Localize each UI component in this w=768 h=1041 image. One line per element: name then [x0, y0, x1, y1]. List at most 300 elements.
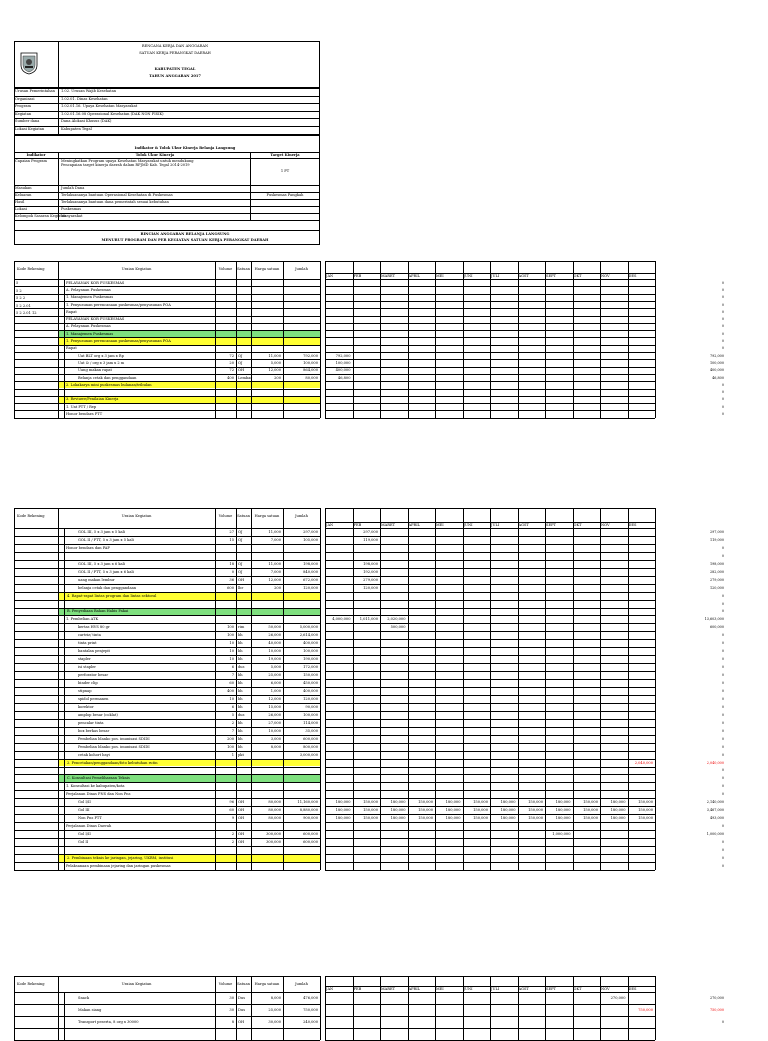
divider — [490, 316, 491, 418]
divider — [320, 508, 321, 870]
row-month-value: 150,000 — [528, 816, 543, 821]
row-satuan: bh — [238, 728, 243, 733]
row-satuan: OJ — [238, 529, 243, 534]
divider — [14, 508, 320, 509]
indikator-title: Indikator & Tolok Ukur Kinerja Belanja Langsung — [134, 146, 236, 150]
divider — [14, 639, 320, 640]
side-zero: 0 — [721, 728, 724, 733]
side-zero: 0 — [721, 287, 724, 292]
side-zero: 0 — [721, 280, 724, 285]
divider — [14, 316, 15, 418]
row-month-value: 150,000 — [583, 816, 598, 821]
row-month-dec: 2,040,000 — [634, 760, 653, 765]
kode-rekening: 5 2 2.01 — [16, 303, 31, 308]
divider — [14, 552, 320, 553]
row-volume: 100 — [227, 744, 234, 749]
side-zero: 0 — [721, 696, 724, 701]
header-volume: Volume — [218, 514, 233, 518]
row-uraian: A. Pelayanan Puskesmas — [66, 287, 111, 292]
divider — [600, 976, 601, 1040]
row-uraian: isi stapler — [78, 665, 97, 670]
row-harga: 12,000 — [268, 577, 281, 582]
divider — [628, 261, 629, 316]
divider — [435, 261, 436, 316]
side-zero: 0 — [721, 397, 724, 402]
side-total: 600,000 — [709, 625, 724, 630]
side-zero: 0 — [721, 390, 724, 395]
divider — [58, 41, 59, 88]
info-label: Urusan Pemerintahan — [15, 89, 55, 93]
row-uraian: cetak kohort bayi — [78, 752, 110, 757]
divider — [14, 822, 320, 823]
row-uraian: A. Pelayanan Puskesmas — [66, 324, 111, 329]
side-total: 3,467,000 — [706, 808, 724, 813]
row-jumlah: 800,000 — [303, 744, 318, 749]
row-uraian: Rapat — [66, 346, 77, 351]
row-harga: 26,000 — [268, 712, 281, 717]
divider — [64, 279, 65, 316]
row-volume: 7 — [231, 673, 234, 678]
divider — [251, 261, 252, 316]
divider — [545, 316, 546, 418]
header-month: JAN — [326, 987, 334, 991]
info-label: Organisasi — [15, 96, 35, 101]
side-zero: 0 — [721, 768, 724, 773]
row-uraian: Snack — [78, 996, 90, 1000]
row-volume: 10 — [229, 657, 234, 662]
divider — [14, 1004, 320, 1005]
row-volume: 2 — [231, 832, 234, 837]
row-month-value: 150,000 — [638, 800, 653, 805]
divider — [435, 976, 436, 1040]
row-harga: 7,000 — [270, 537, 281, 542]
divider — [325, 261, 326, 316]
header-month: MARET — [381, 987, 396, 991]
divider — [14, 323, 320, 324]
row-uraian: 1. Manajemen Puskesmas — [66, 295, 114, 300]
divider — [14, 508, 15, 870]
row-satuan: bh — [238, 633, 243, 638]
divider — [14, 308, 320, 309]
indikator-tolok: Terlaksananya bantuan Operasional Kesehatan di Puskesmas — [61, 193, 173, 197]
row-jumlah: 5,000,000 — [299, 625, 318, 630]
divider — [14, 782, 320, 783]
row-jumlah: 750,000 — [303, 1008, 318, 1012]
row-uraian: 1. Penyusunan perencanaan puskesmas/penyusunan POA — [66, 339, 171, 344]
header-month: JAN — [326, 274, 334, 278]
row-uraian: Honor bendara dan PAP — [66, 545, 110, 550]
divider — [655, 976, 656, 1040]
divider — [14, 389, 320, 390]
info-label: Kegiatan — [15, 111, 32, 116]
row-month-value: 150,000 — [583, 808, 598, 813]
divider — [14, 687, 320, 688]
divider — [14, 118, 320, 119]
row-month-feb: 1,011,000 — [359, 617, 378, 622]
indikator-label: Masukan — [15, 186, 32, 190]
header-month: FEB — [353, 523, 362, 527]
divider — [58, 152, 59, 220]
divider — [64, 528, 65, 870]
side-zero: 0 — [721, 601, 724, 606]
row-month-value: 180,000 — [335, 800, 351, 805]
row-uraian: 1. Pembelian ATK — [66, 617, 99, 622]
row-uraian: 4. Rapat-rapat lintas program dan lintas sektoral — [67, 593, 157, 598]
row-satuan: OH — [238, 816, 245, 821]
side-zero: 0 — [721, 704, 724, 709]
header-month: FEB — [353, 274, 362, 278]
divider — [573, 316, 574, 418]
row-jumlah: 190,000 — [303, 657, 318, 662]
side-zero: 0 — [721, 593, 724, 598]
divider — [518, 316, 519, 418]
info-label: Program — [15, 104, 31, 109]
row-harga: 19,000 — [268, 657, 281, 662]
divider — [380, 316, 381, 418]
row-uraian: Transport peserta, 8 org x 30000 — [78, 1020, 139, 1024]
divider — [14, 1028, 320, 1029]
divider — [14, 976, 320, 977]
row-month-feb: 192,000 — [363, 569, 378, 574]
row-month-value: 180,000 — [445, 808, 461, 813]
row-month-value: 150,000 — [528, 808, 543, 813]
row-volume: 600 — [227, 585, 234, 590]
side-zero: 0 — [721, 784, 724, 789]
info-value: 1.02.01.16.08 Operasional Kesehatan (DAK NON FISIK) — [61, 111, 164, 116]
divider — [14, 798, 320, 799]
row-month-value: 150,000 — [473, 800, 488, 805]
divider — [518, 261, 519, 316]
row-harga: 11,000 — [268, 529, 281, 534]
header-month: DES — [628, 987, 637, 991]
row-month-value: 150,000 — [418, 808, 433, 813]
divider — [64, 316, 65, 418]
divider — [14, 410, 320, 411]
header-month: DES — [628, 274, 637, 278]
side-total: 1,000,000 — [706, 832, 724, 837]
divider — [14, 759, 320, 760]
row-harga: 1,000 — [270, 688, 281, 693]
divider — [14, 854, 320, 855]
row-uraian: Gol III — [78, 808, 90, 813]
divider — [14, 870, 320, 871]
side-zero: 0 — [721, 641, 724, 646]
row-satuan: OH — [238, 832, 245, 837]
row-satuan: OJ — [238, 537, 243, 542]
side-zero: 0 — [721, 302, 724, 307]
row-uraian: Gol I/II — [78, 832, 91, 837]
divider — [14, 279, 320, 280]
indikator-label: Hasil — [15, 200, 25, 204]
row-volume: 100 — [227, 633, 234, 638]
side-total: 297,000 — [709, 529, 724, 534]
divider — [14, 727, 320, 728]
header-month: JULI — [491, 274, 500, 278]
divider — [14, 560, 320, 561]
header-box — [14, 41, 320, 88]
divider — [283, 316, 284, 418]
side-zero: 0 — [721, 346, 724, 351]
row-month-value: 180,000 — [445, 816, 461, 821]
divider — [14, 544, 320, 545]
row-satuan: OJ — [238, 360, 243, 365]
rincian-title-1: RINCIAN ANGGARAN BELANJA LANGSUNG — [140, 232, 230, 236]
side-zero: 0 — [721, 633, 724, 638]
side-total: 279,000 — [709, 577, 724, 582]
row-harga: 12,000 — [268, 368, 281, 373]
row-jumlah: 900,000 — [303, 816, 318, 821]
divider — [463, 976, 464, 1040]
row-uraian: GOL II / PTT, 5 x 3 jam x 6 kali — [78, 569, 134, 574]
side-total: 270,000 — [709, 996, 724, 1000]
row-month-value: 180,000 — [555, 800, 571, 805]
divider — [14, 976, 15, 1040]
row-jumlah: 198,000 — [303, 561, 318, 566]
row-volume: 1 — [231, 752, 234, 757]
header-month: APRIL — [408, 987, 421, 991]
row-uraian: amplop besar (coklat) — [78, 712, 118, 717]
row-harga: 200 — [274, 375, 281, 380]
row-month-jan: 46,800 — [337, 375, 351, 380]
row-jumlah: 240,000 — [303, 1020, 318, 1024]
divider — [14, 846, 320, 847]
row-volume: 72 — [229, 353, 234, 358]
header-month: AGST — [518, 523, 529, 527]
row-satuan: OH — [238, 577, 245, 582]
indikator-tolok-2: Pencapaian target kinerja daerah dalam RPJMD Kab. Tegal 2014-2019 — [61, 163, 190, 167]
divider — [14, 220, 320, 221]
divider — [518, 976, 519, 1040]
row-harga: 8,000 — [270, 996, 281, 1000]
row-month-value: 150,000 — [418, 816, 433, 821]
indikator-target: Puskesmas Pangkah — [266, 193, 304, 197]
row-volume: 400 — [227, 688, 234, 693]
row-uraian: B. Penyediaan Bahan Habis Pakai — [67, 609, 129, 614]
row-uraian: 1. Konsultasi ke kabupaten/kota — [66, 784, 125, 789]
info-value: Kabupaten Tegal — [61, 127, 92, 131]
side-zero: 0 — [721, 553, 724, 558]
divider — [14, 647, 320, 648]
divider — [14, 600, 320, 601]
side-zero: 0 — [721, 792, 724, 797]
divider — [490, 976, 491, 1040]
kode-rekening: 5 2 2 — [16, 296, 26, 300]
divider — [236, 316, 237, 418]
row-satuan: Lembar — [238, 375, 253, 380]
row-uraian: belanja cetak dan penggandaan — [78, 585, 137, 590]
side-zero: 0 — [721, 824, 724, 829]
side-zero: 0 — [721, 317, 724, 322]
row-jumlah: 600,000 — [303, 832, 318, 837]
side-zero: 0 — [721, 295, 724, 300]
row-uraian: GOL III, 5 x 3 jam x 6 kali — [78, 561, 125, 566]
row-month-feb: 297,000 — [363, 529, 378, 534]
divider — [14, 711, 320, 712]
divider — [14, 261, 15, 316]
row-satuan: OH — [238, 368, 245, 373]
header-harga: Harga satuan — [254, 267, 280, 271]
row-volume: 5 — [231, 712, 234, 717]
divider — [236, 261, 237, 316]
row-month-value: 180,000 — [555, 816, 571, 821]
header-volume: Volume — [218, 982, 233, 986]
side-zero: 0 — [721, 712, 724, 717]
divider — [14, 111, 320, 112]
row-volume: 20 — [229, 360, 234, 365]
divider — [14, 743, 320, 744]
row-volume: 72 — [229, 368, 234, 373]
side-zero: 0 — [721, 609, 724, 614]
row-uraian: korektor — [78, 704, 94, 709]
kode-rekening: 5 2 2.01 12 — [16, 311, 37, 315]
divider — [14, 294, 320, 295]
row-uraian: uang makan lembur — [78, 577, 115, 582]
row-month-value: 150,000 — [638, 816, 653, 821]
divider — [14, 679, 320, 680]
divider — [14, 199, 320, 200]
header-month: OKT — [573, 274, 582, 278]
header-month: JULI — [491, 523, 500, 527]
col-indikator: Indikator — [26, 153, 46, 157]
row-month-feb: 119,000 — [363, 537, 378, 542]
header-month: MEI — [436, 523, 444, 527]
indikator-label: Capaian Program — [15, 159, 47, 163]
header-tahun: TAHUN ANGGARAN 2017 — [149, 74, 201, 78]
row-harga: 5,000 — [270, 360, 281, 365]
header-month: SEPT — [546, 987, 556, 991]
indikator-label: Kelompok Sasaran Kegiatan — [15, 214, 67, 218]
header-uraian: Uraian Kegiatan — [121, 267, 152, 271]
header-harga: Harga satuan — [254, 514, 280, 518]
row-month-value: 150,000 — [363, 800, 378, 805]
header-month: JUNI — [463, 987, 473, 991]
divider — [14, 703, 320, 704]
row-harga: 5,000 — [270, 665, 281, 670]
row-volume: 10 — [229, 641, 234, 646]
row-volume: 200 — [227, 736, 234, 741]
row-month-feb: 120,000 — [363, 585, 378, 590]
divider — [14, 615, 320, 616]
row-jumlah: 172,000 — [303, 665, 318, 670]
side-zero: 0 — [721, 665, 724, 670]
divider — [325, 418, 655, 419]
header-month: OKT — [573, 987, 582, 991]
divider — [14, 767, 320, 768]
row-uraian: Gol I/II — [78, 800, 91, 805]
row-month-value: 150,000 — [418, 800, 433, 805]
indikator-label: Lokasi — [15, 207, 27, 211]
row-harga: 15,000 — [268, 704, 281, 709]
logo-emblem — [19, 51, 39, 75]
row-jumlah: 672,000 — [303, 577, 318, 582]
row-jumlah: 100,000 — [303, 649, 318, 654]
row-month-value: 180,000 — [500, 800, 516, 805]
divider — [14, 631, 320, 632]
row-harga: 8,000 — [270, 744, 281, 749]
header-satuan: Satuan — [237, 514, 250, 518]
row-harga: 10,000 — [268, 728, 281, 733]
side-zero: 0 — [721, 752, 724, 757]
row-jumlah: 105,000 — [303, 537, 318, 542]
divider — [14, 103, 320, 104]
divider — [655, 316, 656, 418]
side-zero: 0 — [721, 744, 724, 749]
divider — [14, 576, 320, 577]
side-zero: 0 — [721, 339, 724, 344]
side-zero: 0 — [721, 331, 724, 336]
divider — [58, 508, 59, 870]
divider — [14, 568, 320, 569]
row-month-jan: 100,000 — [335, 360, 351, 365]
divider — [14, 185, 320, 186]
divider — [14, 345, 320, 346]
row-month-feb: 279,000 — [363, 577, 378, 582]
header-month: NOV — [601, 987, 610, 991]
header-month: JUNI — [463, 523, 473, 527]
row-volume: 30 — [229, 1008, 234, 1012]
header-month: MARET — [381, 523, 396, 527]
divider — [14, 418, 320, 419]
row-satuan: bh — [238, 688, 243, 693]
row-harga: 30,000 — [268, 1020, 281, 1024]
row-harga: 7,000 — [270, 569, 281, 574]
side-zero: 0 — [721, 324, 724, 329]
header-title-2: SATUAN KERJA PERANGKAT DAERAH — [139, 51, 211, 55]
row-uraian: Belanja cetak dan penggandaan — [78, 375, 137, 380]
row-uraian: kertas HVS 80 gr — [78, 625, 110, 630]
header-month: JAN — [326, 523, 334, 527]
row-satuan: OJ — [238, 353, 243, 358]
row-satuan: OH — [238, 840, 245, 845]
row-month-value: 150,000 — [473, 816, 488, 821]
row-month-value: 180,000 — [555, 808, 571, 813]
row-uraian: GOL III, 5 x 3 jam x 5 kali — [78, 529, 125, 534]
row-volume: 6 — [231, 665, 234, 670]
divider — [14, 719, 320, 720]
row-volume: 400 — [227, 375, 234, 380]
row-month-value: 150,000 — [638, 808, 653, 813]
divider — [600, 316, 601, 418]
row-uraian: 2. Pencetakan/penggandaan/foto kebutuhan rutin — [67, 760, 158, 765]
divider — [14, 536, 320, 537]
row-uraian: Perjalanan Dinas Daerah — [66, 824, 112, 829]
side-zero: 0 — [721, 863, 724, 868]
divider — [14, 623, 320, 624]
side-total: 46,800 — [712, 375, 724, 380]
row-harga: 80,000 — [268, 816, 281, 821]
divider — [236, 976, 237, 1040]
divider — [14, 1016, 320, 1017]
row-satuan: bh — [238, 649, 243, 654]
kode-rekening: 5 2 — [16, 288, 22, 293]
divider — [573, 261, 574, 316]
header-kabupaten: KABUPATEN TEGAL — [154, 67, 196, 71]
divider — [14, 608, 320, 609]
row-jumlah: 8,880,000 — [299, 808, 318, 813]
indikator-tolok: Puskesmas — [61, 207, 82, 211]
divider — [14, 381, 320, 382]
divider — [655, 261, 656, 316]
side-total: 792,000 — [709, 353, 724, 358]
side-zero: 0 — [721, 720, 724, 725]
side-total: 2,140,000 — [706, 800, 724, 805]
row-jumlah: 35,000 — [305, 728, 318, 733]
divider — [14, 192, 320, 193]
row-volume: 7 — [231, 728, 234, 733]
row-satuan: OJ — [238, 561, 243, 566]
divider — [320, 261, 321, 316]
row-uraian: Gol II — [78, 840, 89, 845]
